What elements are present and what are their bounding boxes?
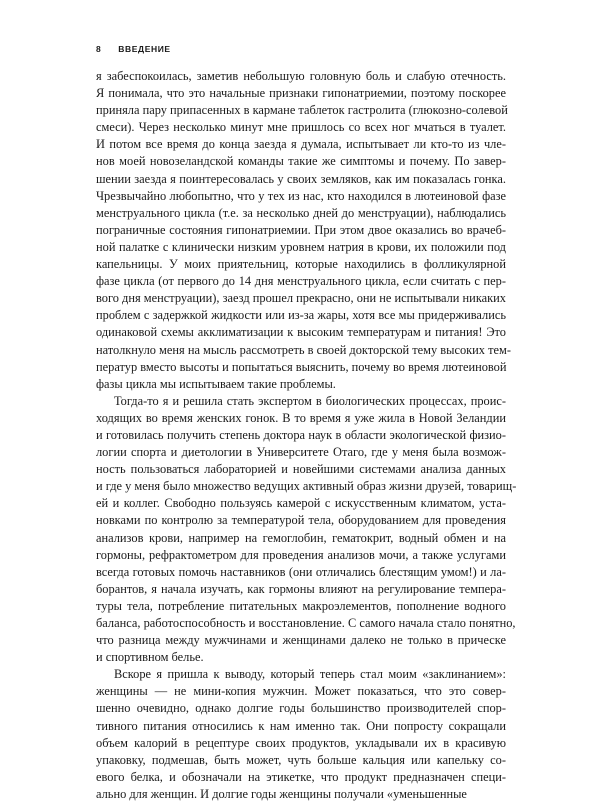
text-line: туры тела, потребление питательных макроэлементов, пополнение водного <box>96 598 506 613</box>
text-line: фазе цикла (от первого до 14 дня менструального цикла, если считать с пер- <box>96 274 506 289</box>
text-line: капельницы. У моих приятельниц, которые находились в фолликулярной <box>96 257 506 272</box>
text-line: гормоны, рефрактометром для проведения анализов мочи, а также услугами <box>96 547 506 562</box>
text-line: проблем с задержкой жидкости или из-за жары, хотя все мы придерживались <box>96 308 506 323</box>
text-line: баланса, работоспособность и восстановление. С самого начала стало понятно, <box>96 616 516 630</box>
text-line: упаковку, подмешав, быть может, чуть больше кальция или капельку со- <box>96 752 506 767</box>
text-line: Тогда-то я и решила стать экспертом в биологических процессах, проис- <box>114 393 506 408</box>
text-line: приняла пару припасенных в кармане таблеток гастролита (глюкозно-солевой <box>96 103 508 118</box>
text-line: женщины — не мини-копия мужчин. Может показаться, что это совер- <box>96 684 506 699</box>
text-line: менструального цикла (т.е. за несколько дней до менструации), наблюдались <box>96 205 506 220</box>
text-line: И потом все время до конца заезда я думала, испытывает ли кто-то из чле- <box>96 137 506 152</box>
text-line: вого дня менструации), заезд прошел прекрасно, они не испытывали никаких <box>96 291 506 306</box>
text-line: ей и коллег. Свободно пользуясь камерой с искусственным климатом, уста- <box>96 496 506 511</box>
text-line: Я понимала, что это начальные признаки гипонатриемии, поэтому поскорее <box>96 86 506 101</box>
body-text <box>96 68 517 803</box>
text-line: что разница между мужчинами и женщинами далеко не только в прическе <box>96 633 506 648</box>
text-line: новками по контролю за температурой тела, оборудованием для проведения <box>96 513 506 528</box>
text-line: борантов, я начала изучать, как гормоны влияют на регулирование темпера- <box>96 581 506 596</box>
text-line: ходящих во время женских гонок. В то время я уже жила в Новой Зеландии <box>96 410 506 425</box>
paragraph-1 <box>96 68 511 393</box>
text-line: шенно очевидно, однако долгие годы большинство производителей спор- <box>96 701 506 716</box>
page-number: 8 <box>96 44 102 54</box>
text-line: ально для женщин. И долгие годы женщины получали «уменьшенные <box>96 786 467 801</box>
text-line: и спортивном белье. <box>96 650 204 665</box>
text-line: ператур вместо высоты и попытаться выяснить, почему во время лютеиновой <box>96 359 507 374</box>
text-line: и готовилась получить степень доктора наук в области экологической физио- <box>96 427 506 442</box>
text-line: и где у меня было множество ведущих активный образ жизни друзей, товарищ- <box>96 479 517 494</box>
running-header <box>96 44 171 54</box>
text-line: евого белка, и обозначали на этикетке, что продукт предназначен специ- <box>96 769 506 784</box>
text-line: пограничные состояния гипонатриемии. При этом двое оказались во врачеб- <box>96 222 506 237</box>
text-line: я забеспокоилась, заметив небольшую головную боль и слабую отечность. <box>96 69 506 83</box>
paragraph-3 <box>96 666 506 803</box>
text-line: смеси). Через несколько минут мне пришлось со всех ног мчаться в туалет. <box>96 120 506 135</box>
text-line: объем калорий в рецептуре своих продуктов, укладывали их в красивую <box>96 735 506 750</box>
text-line: анализов крови, например на гемоглобин, гематокрит, водный обмен и на <box>96 530 506 545</box>
section-title: ВВЕДЕНИЕ <box>118 44 171 54</box>
text-line: шении заезда я поинтересовалась у своих земляков, как им показалась гонка. <box>96 171 506 186</box>
text-line: одинаковой схемы акклиматизации к высоким температурам и питания! Это <box>96 325 506 340</box>
text-line: Вскоре я пришла к выводу, который теперь стал моим «заклинанием»: <box>114 667 506 682</box>
text-line: натолкнуло меня на мысль рассмотреть в своей докторской тему высоких тем- <box>96 342 511 357</box>
text-line: ной палатке с клинически низким уровнем натрия в крови, их положили под <box>96 239 506 254</box>
text-line: Чрезвычайно любопытно, что у тех из нас, кто находился в лютеиновой фазе <box>96 188 506 203</box>
text-line: фазы цикла мы испытываем такие проблемы. <box>96 376 336 391</box>
text-line: тивного питания относились к нам именно так. Они попросту сокращали <box>96 718 506 733</box>
paragraph-2 <box>96 393 517 667</box>
text-line: всегда готовых помочь наставников (они отличались блестящим умом!) и ла- <box>96 564 506 579</box>
text-line: логии спорта и диетологии в Университете Отаго, где у меня была возмож- <box>96 445 506 460</box>
text-line: ность пользоваться лабораторией и новейшими системами анализа данных <box>96 462 506 477</box>
text-line: нов моей новозеландской команды такие же симптомы и почему. По завер- <box>96 154 506 169</box>
